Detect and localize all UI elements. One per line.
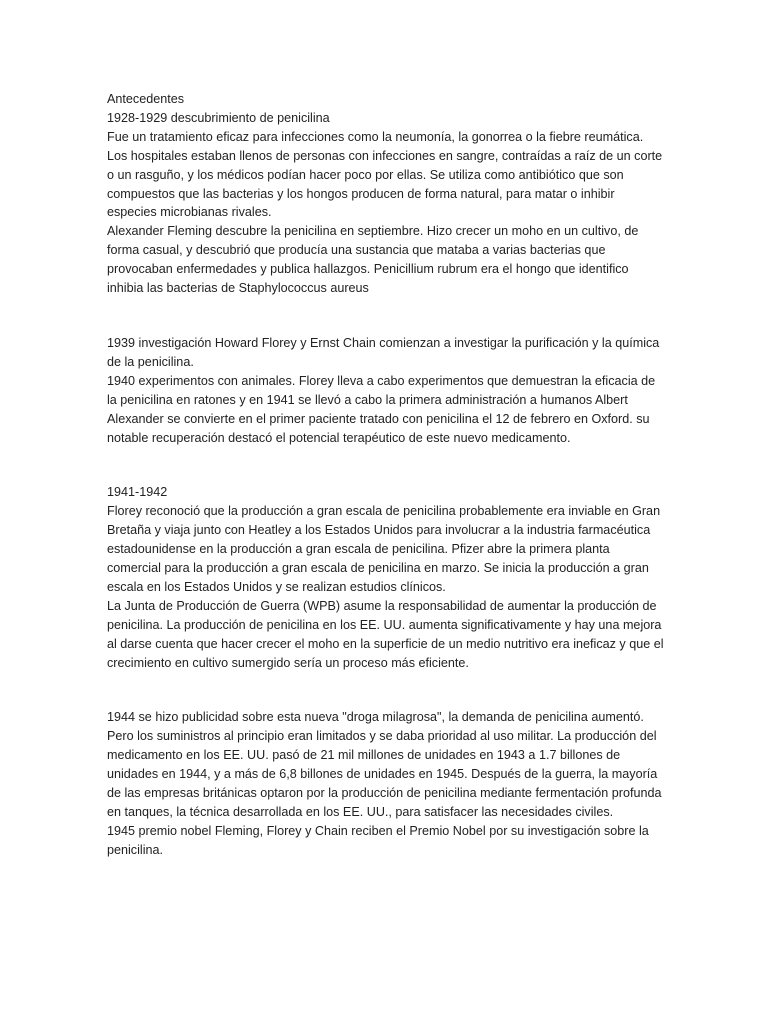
spacer (107, 298, 667, 334)
section-title-1928: 1928-1929 descubrimiento de penicilina (107, 110, 330, 125)
paragraph-1944: 1944 se hizo publicidad sobre esta nueva "droga milagrosa", la demanda de penicilina aumentó. Pero los suministros al principio eran limitados y se daba prioridad al uso militar. La producción del medicamento en los EE. UU. pasó de 21 mil millones de unidades en 1943 a 1.7 billones de unidades en 1944, y a más de 6,8 billones de unidades en 1945. Después de la guerra, la mayoría de las empresas británicas optaron por la producción de penicilina mediante fermentación profunda en tanques, la técnica desarrollada en los EE. UU., para satisfacer las necesidades civiles. (107, 710, 662, 819)
paragraph-wpb: La Junta de Producción de Guerra (WPB) asume la responsabilidad de aumentar la producción de penicilina. La producción de penicilina en los EE. UU. aumenta significativamente y hay una mejora al darse cuenta que hacer crecer el moho en la superficie de un medio nutritivo era ineficaz y que el crecimiento en cultivo sumergido sería un proceso más eficiente. (107, 598, 664, 670)
paragraph-treatment: Fue un tratamiento eficaz para infecciones como la neumonía, la gonorrea o la fiebre reumática. Los hospitales estaban llenos de personas con infecciones en sangre, contraídas a raíz de un corte o un rasguño, y los médicos podían hacer poco por ellas. Se utiliza como antibiótico que son compuestos que las bacterias y los hongos producen de forma natural, para matar o inhibir especies microbianas rivales. (107, 129, 663, 220)
section-1939 (107, 334, 667, 447)
paragraph-florey-usa: Florey reconoció que la producción a gran escala de penicilina probablemente era inviable en Gran Bretaña y viaja junto con Heatley a los Estados Unidos para involucrar a la industria farmacéutica estadounidense en la producción a gran escala de penicilina. Pfizer abre la primera planta comercial para la producción a gran escala de penicilina en marzo. Se inicia la producción a gran escala en los Estados Unidos y se realizan estudios clínicos. (107, 504, 661, 594)
document-heading: Antecedentes (107, 92, 185, 106)
section-1928 (107, 109, 667, 298)
paragraph-fleming: Alexander Fleming descubre la penicilina en septiembre. Hizo crecer un moho en un cultivo, de forma casual, y descubrió que producía una sustancia que mataba a varias bacterias que provocaban enfermedades y publica hallazgos. Penicillium rubrum era el hongo que identifico inhibia las bacterias de Staphylococcus aureus (107, 224, 639, 296)
section-1941 (107, 483, 667, 672)
paragraph-1939: 1939 investigación Howard Florey y Ernst Chain comienzan a investigar la purificación y la química de la penicilina. (107, 335, 660, 369)
section-1944 (107, 708, 667, 859)
spacer (107, 672, 667, 708)
paragraph-1945: 1945 premio nobel Fleming, Florey y Chain reciben el Premio Nobel por su investigación sobre la penicilina. (107, 823, 649, 857)
paragraph-1940: 1940 experimentos con animales. Florey lleva a cabo experimentos que demuestran la eficacia de la penicilina en ratones y en 1941 se llevó a cabo la primera administración a humanos Albert Alexander se convierte en el primer paciente tratado con penicilina el 12 de febrero en Oxford. su notable recuperación destacó el potencial terapéutico de este nuevo medicamento. (107, 373, 656, 445)
section-title-1941: 1941-1942 (107, 485, 168, 500)
document-page (107, 90, 667, 860)
spacer (107, 447, 667, 483)
